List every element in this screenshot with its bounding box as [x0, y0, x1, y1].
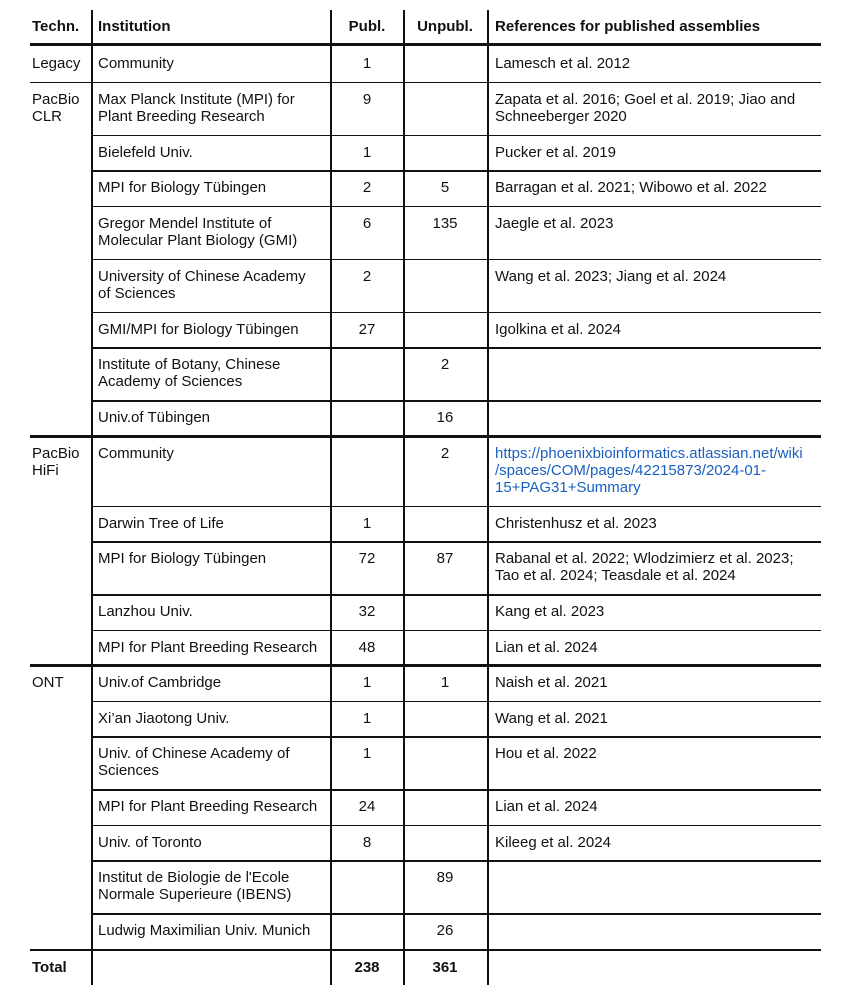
technology-label: PacBio HiFi: [32, 444, 80, 479]
reference-text: Igolkina et al. 2024: [495, 320, 621, 338]
header-references: References for published assemblies: [495, 18, 761, 35]
institution-name: Univ.of Cambridge: [98, 674, 222, 691]
reference-text: Wang et al. 2023; Jiang et al. 2024: [495, 267, 727, 285]
unpublished-count: 135: [432, 214, 458, 232]
published-count: 32: [358, 603, 376, 620]
institution-name: MPI for Biology Tübingen: [98, 550, 267, 567]
reference-text: Barragan et al. 2021; Wibowo et al. 2022: [495, 179, 767, 196]
institution-name: Univ.of Tübingen: [98, 409, 211, 426]
row-rule: [91, 825, 821, 827]
published-count: 1: [362, 55, 372, 72]
unpublished-count: 26: [436, 922, 454, 939]
row-rule: [91, 736, 821, 738]
row-rule: [30, 82, 821, 84]
technology-label: Legacy: [32, 55, 81, 72]
institution-name: Gregor Mendel Institute of Molecular Plant Biology (GMI): [98, 214, 298, 249]
institution-name: Xi’an Jiaotong Univ.: [98, 709, 230, 727]
published-count: 72: [358, 550, 376, 567]
row-rule: [91, 170, 821, 172]
reference-text: Lamesch et al. 2012: [495, 55, 631, 72]
institution-name: MPI for Plant Breeding Research: [98, 638, 318, 656]
published-count: 1: [362, 514, 372, 532]
published-count: 6: [362, 214, 372, 232]
reference-text: Kileeg et al. 2024: [495, 833, 611, 851]
group-separator: [30, 435, 821, 438]
row-rule: [91, 400, 821, 402]
row-rule: [91, 913, 821, 915]
row-rule: [91, 506, 821, 508]
unpublished-count: 2: [440, 444, 450, 462]
header-published: Publ.: [348, 18, 386, 35]
published-count: 9: [362, 90, 372, 108]
institution-name: Community: [98, 444, 174, 462]
reference-text: Hou et al. 2022: [495, 745, 597, 762]
reference-text: Naish et al. 2021: [495, 674, 608, 691]
unpublished-count: 1: [440, 674, 450, 691]
reference-text: Lian et al. 2024: [495, 798, 598, 815]
header-unpublished: Unpubl.: [417, 18, 473, 35]
published-count: 8: [362, 833, 372, 851]
row-rule: [91, 701, 821, 703]
total-label: Total: [32, 958, 67, 976]
row-rule: [91, 259, 821, 261]
institution-name: GMI/MPI for Biology Tübingen: [98, 320, 299, 338]
row-rule: [91, 541, 821, 543]
reference-text: Pucker et al. 2019: [495, 143, 616, 161]
reference-text: Lian et al. 2024: [495, 638, 598, 656]
published-count: 1: [362, 143, 372, 161]
reference-text: Jaegle et al. 2023: [495, 214, 614, 232]
column-rule-4: [487, 10, 489, 985]
unpublished-count: 2: [440, 356, 450, 373]
published-count: 2: [362, 267, 372, 285]
published-count: 24: [358, 798, 376, 815]
header-institution: Institution: [98, 18, 171, 35]
header-rule: [30, 43, 821, 46]
institution-name: Darwin Tree of Life: [98, 514, 224, 532]
row-rule: [91, 206, 821, 208]
published-count: 27: [358, 320, 376, 338]
published-count: 1: [362, 709, 372, 727]
unpublished-count: 89: [436, 869, 454, 886]
reference-text: Wang et al. 2021: [495, 709, 608, 727]
row-rule: [91, 135, 821, 137]
row-rule: [91, 347, 821, 349]
institution-name: Bielefeld Univ.: [98, 143, 193, 161]
unpublished-count: 16: [436, 409, 454, 426]
published-count: 2: [362, 179, 372, 196]
unpublished-count: 5: [440, 179, 450, 196]
column-rule-3: [403, 10, 405, 985]
group-separator: [30, 664, 821, 667]
header-technology: Techn.: [32, 18, 80, 35]
institution-name: Max Planck Institute (MPI) for Plant Breeding Research: [98, 90, 295, 125]
row-rule: [91, 860, 821, 862]
technology-label: PacBio CLR: [32, 90, 80, 125]
reference-link[interactable]: https://phoenixbioinformatics.atlassian.net/wiki /spaces/COM/pages/42215873/2024-01- 15+PAG31+Summary: [495, 444, 803, 496]
institution-name: Univ. of Toronto: [98, 833, 202, 851]
reference-text: Rabanal et al. 2022; Wlodzimierz et al. 2023; Tao et al. 2024; Teasdale et al. 2024: [495, 550, 794, 584]
published-count: 1: [362, 745, 372, 762]
institution-name: Univ. of Chinese Academy of Sciences: [98, 745, 290, 779]
reference-text: Zapata et al. 2016; Goel et al. 2019; Jiao and Schneeberger 2020: [495, 90, 796, 125]
technology-label: ONT: [32, 674, 64, 691]
institution-name: Institut de Biologie de l'Ecole Normale Superieure (IBENS): [98, 869, 292, 903]
institution-name: MPI for Biology Tübingen: [98, 179, 267, 196]
institution-name: University of Chinese Academy of Sciences: [98, 267, 306, 302]
total-published: 238: [354, 958, 380, 976]
total-unpublished: 361: [432, 958, 458, 976]
published-count: 1: [362, 674, 372, 691]
institution-name: Ludwig Maximilian Univ. Munich: [98, 922, 311, 939]
institution-name: MPI for Plant Breeding Research: [98, 798, 318, 815]
institution-name: Community: [98, 55, 174, 72]
reference-text: Christenhusz et al. 2023: [495, 514, 657, 532]
row-rule: [30, 949, 821, 951]
unpublished-count: 87: [436, 550, 454, 567]
row-rule: [91, 789, 821, 791]
published-count: 48: [358, 638, 376, 656]
institution-name: Institute of Botany, Chinese Academy of Sciences: [98, 356, 281, 390]
row-rule: [91, 630, 821, 632]
institution-name: Lanzhou Univ.: [98, 603, 193, 620]
row-rule: [91, 594, 821, 596]
reference-text: Kang et al. 2023: [495, 603, 605, 620]
column-rule-1: [91, 10, 93, 985]
row-rule: [91, 312, 821, 314]
